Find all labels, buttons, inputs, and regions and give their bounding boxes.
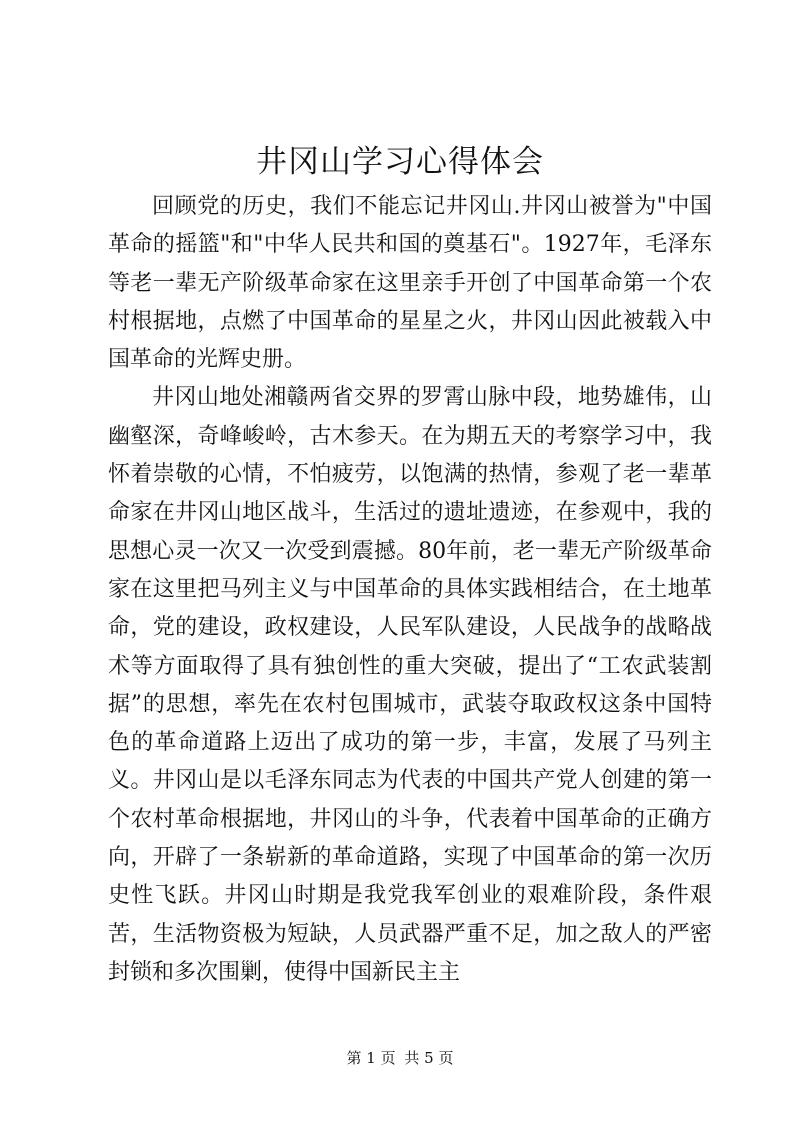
document-title: 井冈山学习心得体会 [256,144,544,180]
page-footer [0,1048,800,1068]
page-total: 共 5 页 [404,1049,454,1067]
page-number: 第 1 页 [346,1049,396,1067]
paragraph-2: 井冈山地处湘赣两省交界的罗霄山脉中段，地势雄伟，山幽壑深，奇峰峻岭，古木参天。在为期五天的考察学习中，我怀着崇敬的心情，不怕疲劳，以饱满的热情，参观了老一辈革命家在井冈山地区战斗，生活过的遗址遗迹，在参观中，我的思想心灵一次又一次受到震撼。80年前，老一辈无产阶级革命家在这里把马列主义与中国革命的具体实践相结合，在土地革命，党的建设，政权建设，人民军队建设，人民战争的战略战术等方面取得了具有独创性的重大突破，提出了“工农武装割据”的思想，率先在农村包围城市，武装夺取政权这条中国特色的革命道路上迈出了成功的第一步，丰富，发展了马列主义。井冈山是以毛泽东同志为代表的中国共产党人创建的第一个农村革命根据地，井冈山的斗争，代表着中国革命的正确方向，开辟了一条崭新的革命道路，实现了中国革命的第一次历史性飞跃。井冈山时期是我党我军创业的艰难阶段，条件艰苦，生活物资极为短缺，人员武器严重不足，加之敌人的严密封锁和多次围剿，使得中国新民主主 [108,385,712,985]
paragraph-1: 回顾党的历史，我们不能忘记井冈山.井冈山被誉为"中国革命的摇篮"和"中华人民共和国的奠基石"。1927年，毛泽东等老一辈无产阶级革命家在这里亲手开创了中国革命第一个农村根据地，点燃了中国革命的星星之火，井冈山因此被载入中国革命的光辉史册。 [108,194,712,373]
document-body [108,188,712,992]
